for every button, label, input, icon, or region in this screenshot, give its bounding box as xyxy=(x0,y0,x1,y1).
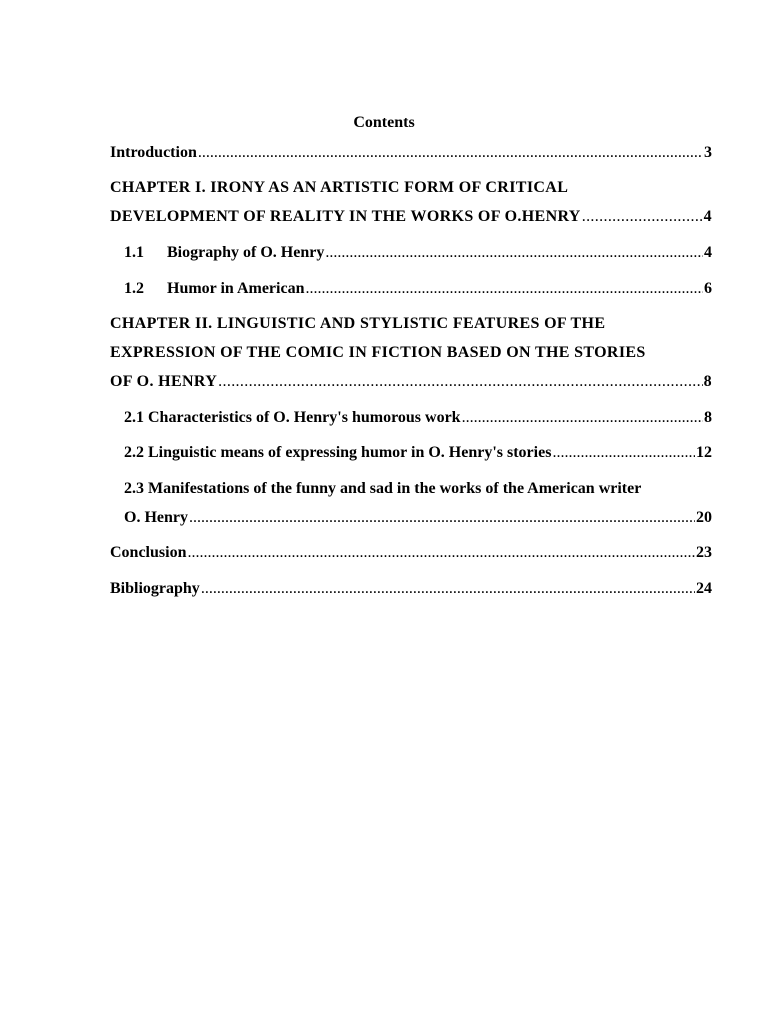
toc-entry-conclusion[interactable] xyxy=(110,538,712,567)
toc-leader-dots xyxy=(198,138,703,167)
toc-leader-dots xyxy=(325,238,703,267)
toc-entry-section-1-1[interactable] xyxy=(124,238,712,267)
toc-leader-dots xyxy=(582,202,703,231)
toc-entry-introduction[interactable] xyxy=(110,138,712,167)
toc-label-line: EXPRESSION OF THE COMIC IN FICTION BASED ON THE STORIES xyxy=(110,344,646,361)
toc-label: 2.1 Characteristics of O. Henry's humorous work xyxy=(124,409,461,426)
toc-label: Biography of O. Henry xyxy=(167,244,325,261)
toc-label: Conclusion xyxy=(110,544,187,561)
toc-page-number: 8 xyxy=(703,373,712,390)
toc-section-number: 1.2 xyxy=(124,280,144,297)
toc-label: 2.2 Linguistic means of expressing humor in O. Henry's stories xyxy=(124,444,552,461)
toc-page-number: 8 xyxy=(704,409,712,426)
toc-entry-section-1-2[interactable] xyxy=(124,274,712,303)
toc-leader-dots xyxy=(201,574,695,603)
toc-leader-dots xyxy=(305,274,703,303)
toc-entry-section-2-1[interactable] xyxy=(124,403,712,432)
toc-page-number: 6 xyxy=(704,280,712,297)
toc-entry-chapter-1[interactable] xyxy=(110,173,712,231)
toc-label-line: CHAPTER II. LINGUISTIC AND STYLISTIC FEATURES OF THE xyxy=(110,315,606,332)
toc-label: Introduction xyxy=(110,144,197,161)
contents-title: Contents xyxy=(353,114,415,131)
toc-entry-section-2-3[interactable] xyxy=(124,474,712,532)
toc-page-number: 24 xyxy=(696,580,712,597)
toc-leader-dots xyxy=(552,438,695,467)
toc-label-line: 2.3 Manifestations of the funny and sad in the works of the American writer xyxy=(124,480,642,497)
toc-page-number: 4 xyxy=(704,244,712,261)
toc-entry-section-2-2[interactable] xyxy=(124,438,712,467)
toc-page-number: 23 xyxy=(696,544,712,561)
toc-label-line: DEVELOPMENT OF REALITY IN THE WORKS OF O.HENRY xyxy=(110,208,581,225)
toc-page-number: 20 xyxy=(696,509,712,526)
toc-page-number: 12 xyxy=(696,444,712,461)
toc-label: Bibliography xyxy=(110,580,200,597)
toc-label-line: OF O. HENRY xyxy=(110,373,218,390)
toc-label: Humor in American xyxy=(167,280,305,297)
toc-page-number: 4 xyxy=(703,208,712,225)
toc-entry-chapter-2[interactable] xyxy=(110,309,712,396)
toc-page-number: 3 xyxy=(704,144,712,161)
toc-section-number: 1.1 xyxy=(124,244,144,261)
toc-leader-dots xyxy=(462,403,703,432)
toc-label-line: CHAPTER I. IRONY AS AN ARTISTIC FORM OF CRITICAL xyxy=(110,179,569,196)
toc-leader-dots xyxy=(187,538,695,567)
toc-leader-dots xyxy=(218,367,703,396)
toc-entry-bibliography[interactable] xyxy=(110,574,712,603)
toc-leader-dots xyxy=(189,503,695,532)
toc-label-line: O. Henry xyxy=(124,509,188,526)
